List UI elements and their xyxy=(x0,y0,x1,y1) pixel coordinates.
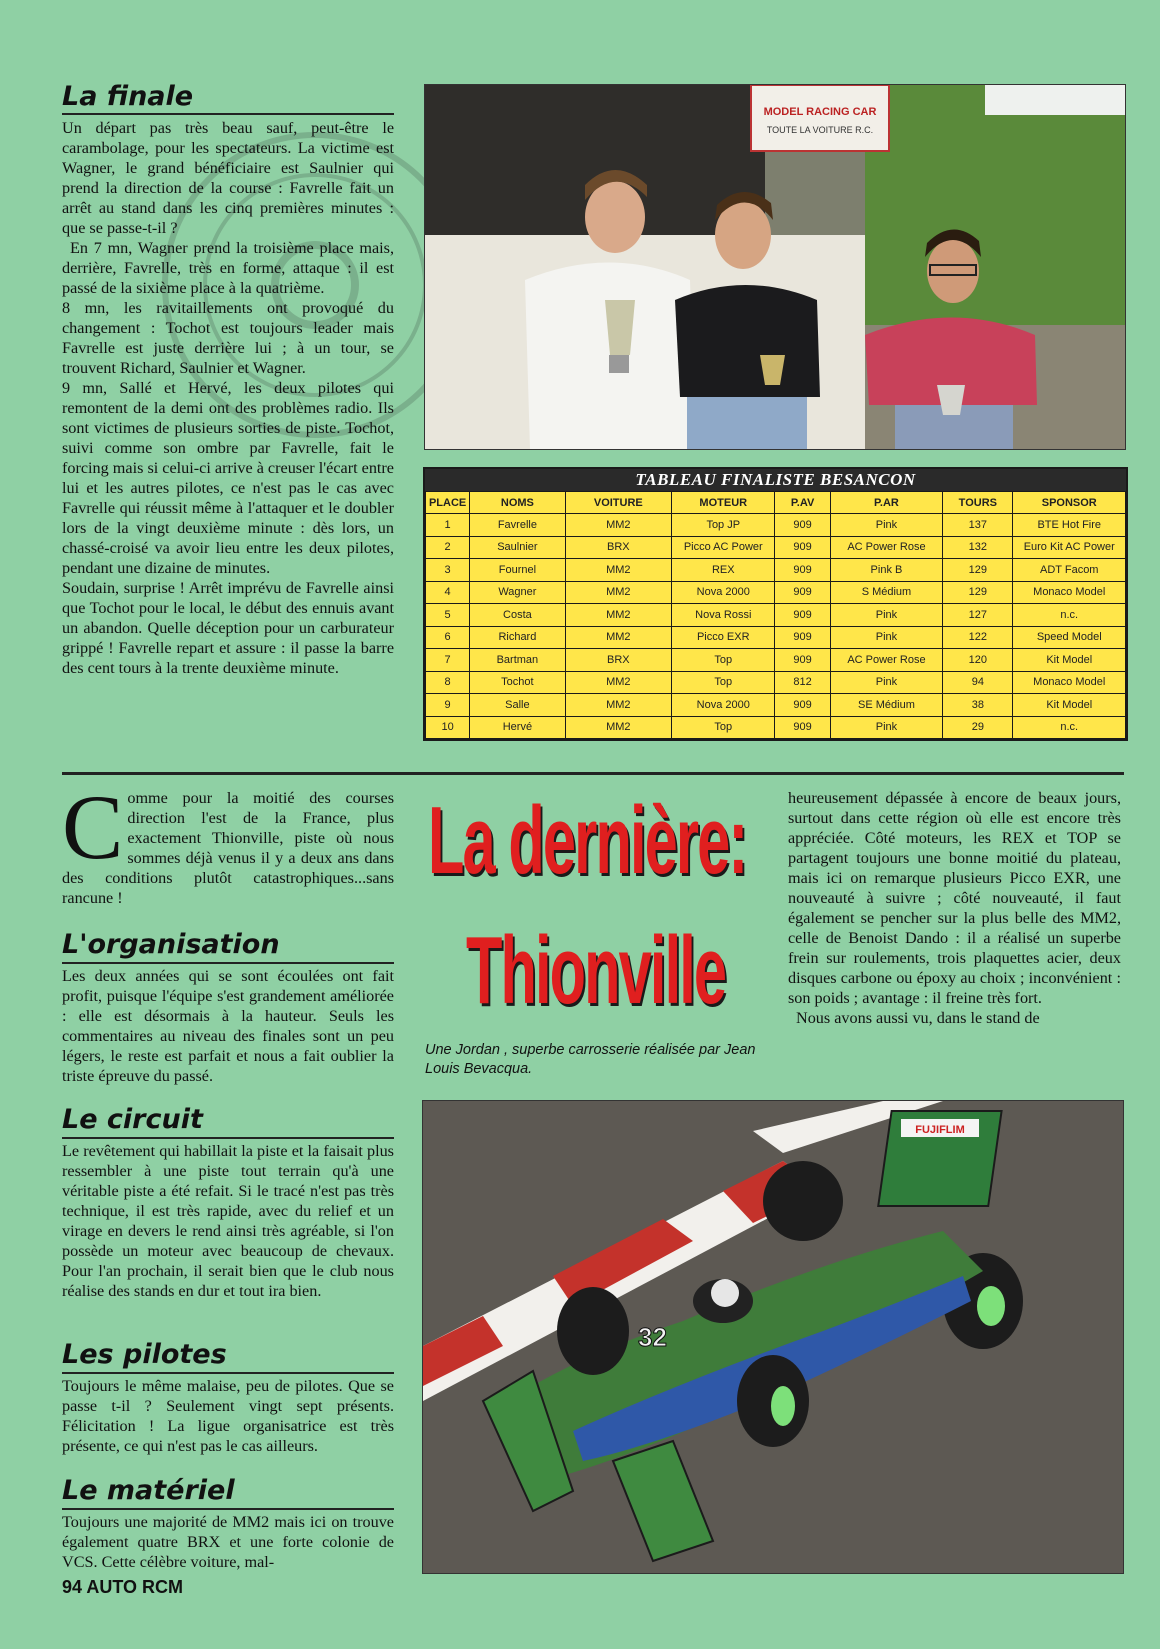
table-cell: Fournel xyxy=(470,559,565,582)
right-column-paragraph: Nous avons aussi vu, dans le stand de xyxy=(796,1009,1040,1027)
table-header-row xyxy=(426,492,1126,514)
table-cell: REX xyxy=(672,559,775,582)
materiel-heading: Le matériel xyxy=(62,1475,235,1506)
table-row xyxy=(426,626,1126,649)
table-cell: 909 xyxy=(775,581,830,604)
table-header-cell: PLACE xyxy=(426,492,470,514)
table-cell: 132 xyxy=(943,536,1013,559)
pilots-photo-illustration xyxy=(425,85,1125,449)
table-cell: Top xyxy=(672,716,775,739)
car-photo-illustration xyxy=(423,1101,1123,1573)
circuit-rule xyxy=(62,1137,394,1139)
finale-paragraph: Soudain, surprise ! Arrêt imprévu de Favrelle ainsi que Tochot pour le local, le début des ennuis avant un abandon. Quelle déception pour un carburateur grippé ! Favrelle repart et assure : il passe la barre des cent tours à la trente deuxième minute. xyxy=(62,579,394,677)
table-row xyxy=(426,671,1126,694)
table-cell: Pink xyxy=(830,626,942,649)
table-cell: 137 xyxy=(943,514,1013,537)
table-cell: 7 xyxy=(426,649,470,672)
table-cell: 909 xyxy=(775,694,830,717)
finale-heading: La finale xyxy=(62,81,194,112)
table-cell: Picco EXR xyxy=(672,626,775,649)
sign-text-1: MODEL RACING CAR xyxy=(763,106,877,118)
table-cell: Pink xyxy=(830,716,942,739)
table-cell: 129 xyxy=(943,559,1013,582)
results-table-grid xyxy=(425,491,1126,739)
table-row xyxy=(426,514,1126,537)
finale-paragraph: En 7 mn, Wagner prend la troisième place mais, derrière, Favrelle, très en forme, attaque : il est passé de la sixième place à la quatrième. xyxy=(62,239,394,297)
table-cell: Pink xyxy=(830,671,942,694)
section-divider xyxy=(62,772,1124,775)
table-cell: S Médium xyxy=(830,581,942,604)
table-cell: Top xyxy=(672,649,775,672)
organisation-text: Les deux années qui se sont écoulées ont fait profit, puisque l'équipe s'est grandement améliorée : elle est désormais à la hauteur. Seuls les commentaires au niveau des finales sont un peu légers, le reste est parfait et nous a fait oublier la triste épreuve du passé. xyxy=(62,967,394,1085)
table-cell: AC Power Rose xyxy=(830,649,942,672)
intro-dropcap: C xyxy=(62,776,124,878)
table-cell: MM2 xyxy=(565,559,671,582)
table-header-cell: TOURS xyxy=(943,492,1013,514)
table-cell: Pink B xyxy=(830,559,942,582)
wing-label: FUJIFLIM xyxy=(915,1124,965,1136)
table-header-cell: NOMS xyxy=(470,492,565,514)
table-cell: 4 xyxy=(426,581,470,604)
table-cell: Tochot xyxy=(470,671,565,694)
table-cell: 909 xyxy=(775,536,830,559)
car-photo xyxy=(422,1100,1124,1574)
table-cell: 8 xyxy=(426,671,470,694)
table-row xyxy=(426,581,1126,604)
right-column-text xyxy=(788,788,1121,1028)
right-column-paragraph: heureusement dépassée à encore de beaux jours, surtout dans cette région où elle est encore très appréciée. Côté moteurs, les REX et TOP se partagent toujours une bonne moitié du plateau, mais ici on remarque plusieurs Picco EXR, une nouveauté à suivre ; côté nouveauté, il faut également se pencher sur la plus belle des MM2, celle de Benoist Dando : il a réalisé un superbe frein sur roulements, trois plaquettes acier, deux disques carbone ou époxy au choix ; inconvénient : son poids ; avantage : il freine très fort. xyxy=(788,789,1121,1007)
table-cell: n.c. xyxy=(1013,716,1126,739)
organisation-rule xyxy=(62,962,394,964)
table-cell: Bartman xyxy=(470,649,565,672)
table-cell: Kit Model xyxy=(1013,649,1126,672)
table-cell: 129 xyxy=(943,581,1013,604)
table-row xyxy=(426,694,1126,717)
table-cell: Pink xyxy=(830,514,942,537)
table-cell: MM2 xyxy=(565,514,671,537)
table-cell: 3 xyxy=(426,559,470,582)
table-row xyxy=(426,559,1126,582)
results-table-title: TABLEAU FINALISTE BESANCON xyxy=(425,469,1126,491)
table-cell: 909 xyxy=(775,649,830,672)
finale-paragraph: 9 mn, Sallé et Hervé, les deux pilotes qui remontent de la demi ont des problèmes radio. Ils sont victimes de plusieurs sorties de piste. Tochot, suivi comme son ombre par Favrelle, fait le forcing mais si celui-ci arrive à creuser l'écart entre lui et les autres pilotes, ce n'est pas le cas avec Favrelle qui réussit même à l'attaquer et le doubler lors de la vingt deuxième minute : dès lors, un chassé-croisé va avoir lieu entre les deux pilotes, pendant une dizaine de minutes. xyxy=(62,379,394,577)
circuit-text: Le revêtement qui habillait la piste et la faisait plus ressembler à une piste tout terrain qu'à une véritable piste a été refait. Si le tracé n'est pas très technique, il est très rapide, avec du relief et un virage en devers le rend ainsi très agréable, si l'on possède un moteur avec beaucoup de chevaux. Pour l'an prochain, il serait bien que le club nous réalise des stands en dur et tout ira bien. xyxy=(62,1142,394,1300)
table-cell: n.c. xyxy=(1013,604,1126,627)
table-cell: 909 xyxy=(775,716,830,739)
table-cell: Picco AC Power xyxy=(672,536,775,559)
materiel-text: Toujours une majorité de MM2 mais ici on trouve également quatre BRX et une forte colonie de VCS. Cette célèbre voiture, mal- xyxy=(62,1513,394,1571)
table-cell: Saulnier xyxy=(470,536,565,559)
pilotes-text: Toujours le même malaise, peu de pilotes. Que se passe t-il ? Seulement vingt sept présents. Félicitation ! La ligue organisatrice est très présente, ce qui n'est pas le cas ailleurs. xyxy=(62,1377,394,1455)
table-header-cell: SPONSOR xyxy=(1013,492,1126,514)
finale-paragraph: 8 mn, les ravitaillements ont provoqué du changement : Tochot est toujours leader mais Favrelle est juste derrière lui ; à un tour, se trouvent Richard, Saulnier et Wagner. xyxy=(62,299,394,377)
table-cell: 909 xyxy=(775,604,830,627)
pilots-photo xyxy=(424,84,1126,450)
table-cell: 909 xyxy=(775,514,830,537)
table-cell: AC Power Rose xyxy=(830,536,942,559)
table-header-cell: VOITURE xyxy=(565,492,671,514)
table-cell: 9 xyxy=(426,694,470,717)
table-cell: Costa xyxy=(470,604,565,627)
table-cell: 5 xyxy=(426,604,470,627)
table-cell: 909 xyxy=(775,626,830,649)
organisation-heading: L'organisation xyxy=(62,929,280,960)
table-header-cell: P.AR xyxy=(830,492,942,514)
pilotes-heading: Les pilotes xyxy=(62,1339,227,1370)
table-cell: ADT Facom xyxy=(1013,559,1126,582)
table-row xyxy=(426,649,1126,672)
table-header-cell: P.AV xyxy=(775,492,830,514)
table-cell: Nova 2000 xyxy=(672,581,775,604)
sign-text-2: TOUTE LA VOITURE R.C. xyxy=(766,125,874,135)
table-cell: 909 xyxy=(775,559,830,582)
table-cell: Nova 2000 xyxy=(672,694,775,717)
page-footer: 94 AUTO RCM xyxy=(62,1577,184,1597)
table-cell: Wagner xyxy=(470,581,565,604)
car-number: 32 xyxy=(638,1322,667,1352)
table-header-cell: MOTEUR xyxy=(672,492,775,514)
table-row xyxy=(426,604,1126,627)
table-cell: Euro Kit AC Power xyxy=(1013,536,1126,559)
table-cell: 1 xyxy=(426,514,470,537)
table-cell: 127 xyxy=(943,604,1013,627)
table-cell: 38 xyxy=(943,694,1013,717)
table-cell: Salle xyxy=(470,694,565,717)
table-cell: Monaco Model xyxy=(1013,671,1126,694)
intro-body: omme pour la moitié des courses direction l'est de la France, plus exactement Thionville, piste où nous sommes déjà venus il y a deux ans dans des conditions plutôt catastrophiques...sans rancune ! xyxy=(62,789,394,907)
table-cell: 29 xyxy=(943,716,1013,739)
photo-caption: Une Jordan , superbe carrosserie réalisée par Jean Louis Bevacqua. xyxy=(425,1042,756,1077)
table-row xyxy=(426,536,1126,559)
table-cell: 122 xyxy=(943,626,1013,649)
materiel-rule xyxy=(62,1508,394,1510)
table-cell: Speed Model xyxy=(1013,626,1126,649)
table-cell: Hervé xyxy=(470,716,565,739)
intro-text xyxy=(62,776,394,908)
table-cell: Pink xyxy=(830,604,942,627)
table-cell: SE Médium xyxy=(830,694,942,717)
table-cell: 10 xyxy=(426,716,470,739)
table-cell: MM2 xyxy=(565,716,671,739)
table-cell: Kit Model xyxy=(1013,694,1126,717)
table-cell: 94 xyxy=(943,671,1013,694)
article-title-line2: Thionville xyxy=(466,917,726,1024)
table-cell: 120 xyxy=(943,649,1013,672)
finale-text xyxy=(62,118,394,678)
results-table xyxy=(423,467,1128,741)
table-cell: 6 xyxy=(426,626,470,649)
pilotes-rule xyxy=(62,1372,394,1374)
table-row xyxy=(426,716,1126,739)
table-cell: MM2 xyxy=(565,626,671,649)
table-cell: Top xyxy=(672,671,775,694)
article-title-line1: La dernière: xyxy=(428,787,747,894)
table-cell: MM2 xyxy=(565,604,671,627)
table-cell: MM2 xyxy=(565,581,671,604)
finale-rule xyxy=(62,113,394,115)
circuit-heading: Le circuit xyxy=(62,1104,203,1135)
table-cell: BTE Hot Fire xyxy=(1013,514,1126,537)
table-cell: Favrelle xyxy=(470,514,565,537)
table-cell: BRX xyxy=(565,649,671,672)
table-cell: MM2 xyxy=(565,694,671,717)
table-cell: Monaco Model xyxy=(1013,581,1126,604)
table-cell: Top JP xyxy=(672,514,775,537)
table-cell: Nova Rossi xyxy=(672,604,775,627)
table-cell: BRX xyxy=(565,536,671,559)
finale-paragraph: Un départ pas très beau sauf, peut-être le carambolage, pour les spectateurs. La victime est Wagner, le grand bénéficiaire est Saulnier qui prend la direction de la course : Favrelle fait un arrêt au stand dans les cinq premières minutes : que se passe-t-il ? xyxy=(62,119,394,237)
table-cell: Richard xyxy=(470,626,565,649)
table-cell: 812 xyxy=(775,671,830,694)
table-cell: 2 xyxy=(426,536,470,559)
table-cell: MM2 xyxy=(565,671,671,694)
